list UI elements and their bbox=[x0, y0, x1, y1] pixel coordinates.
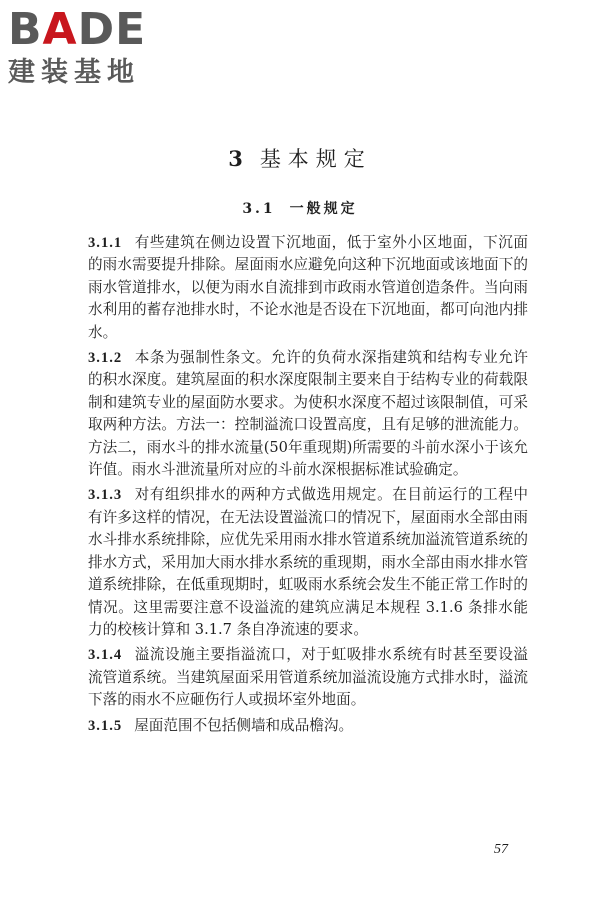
logo-wordmark bbox=[8, 6, 178, 54]
clause-text: 对有组织排水的两种方式做选用规定。在目前运行的工程中有许多这样的情况，在无法设置溢流口的情况下，屋面雨水全部由雨水斗排水系统排除，应优先采用雨水排水管道系统加溢流管道系统的排水方式，采用加大雨水排水系统的重现期，雨水全部由雨水排水管道系统排除，在低重现期时，虹吸雨水系统会发生不能正常工作时的情况。这里需要注意不设溢流的建筑应满足本规程 3.1.6 条排水能力的校核计算和 3.1.7 条自净流速的要求。 bbox=[88, 486, 528, 638]
logo-letter-b: B bbox=[8, 4, 43, 55]
brand-logo bbox=[8, 6, 178, 90]
clause-number: 3.1.3 bbox=[88, 487, 123, 504]
clause-text: 有些建筑在侧边设置下沉地面，低于室外小区地面，下沉面的雨水需要提升排除。屋面雨水应避免向这种下沉地面或该地面下的雨水管道排水，以便为雨水自流排到市政雨水管道创造条件。当向雨水利用的蓄存池排水时，不论水池是否设在下沉地面，都可向池内排水。 bbox=[88, 234, 528, 341]
clause-text: 溢流设施主要指溢流口，对于虹吸排水系统有时甚至要设溢流管道系统。当建筑屋面采用管道系统加溢流设施方式排水时，溢流下落的雨水不应砸伤行人或损坏室外地面。 bbox=[88, 646, 528, 709]
chapter-title-text: 基本规定 bbox=[259, 147, 372, 171]
logo-chinese: 建装基地 bbox=[8, 57, 140, 88]
page-number: 57 bbox=[494, 842, 508, 857]
clause-paragraph bbox=[88, 347, 528, 481]
clause-number: 3.1.5 bbox=[88, 717, 123, 734]
clause-paragraph bbox=[88, 715, 528, 737]
clause-text: 屋面范围不包括侧墙和成品檐沟。 bbox=[134, 716, 354, 734]
clause-number: 3.1.2 bbox=[88, 350, 123, 367]
section-title bbox=[0, 198, 600, 218]
clause-number: 3.1.1 bbox=[88, 235, 123, 251]
chapter-title bbox=[0, 143, 600, 173]
logo-letters-de: DE bbox=[77, 4, 147, 55]
section-title-text: 一般规定 bbox=[289, 201, 358, 217]
clause-list bbox=[88, 232, 528, 740]
clause-paragraph bbox=[88, 644, 528, 711]
clause-text: 本条为强制性条文。允许的负荷水深指建筑和结构专业允许的积水深度。建筑屋面的积水深度限制主要来自于结构专业的荷载限制和建筑专业的屋面防水要求。为使积水深度不超过该限制值，可采取两种方法。方法一：控制溢流口设置高度，且有足够的泄流能力。方法二，雨水斗的排水流量(50年重现期)所需要的斗前水深小于该允许值。雨水斗泄流量所对应的斗前水深根据标准试验确定。 bbox=[88, 349, 528, 479]
clause-paragraph bbox=[88, 484, 528, 641]
section-number: 3.1 bbox=[242, 201, 276, 217]
logo-letter-a: A bbox=[42, 4, 78, 55]
clause-number: 3.1.4 bbox=[88, 647, 123, 664]
clause-paragraph bbox=[88, 232, 528, 344]
chapter-number: 3 bbox=[228, 146, 250, 171]
